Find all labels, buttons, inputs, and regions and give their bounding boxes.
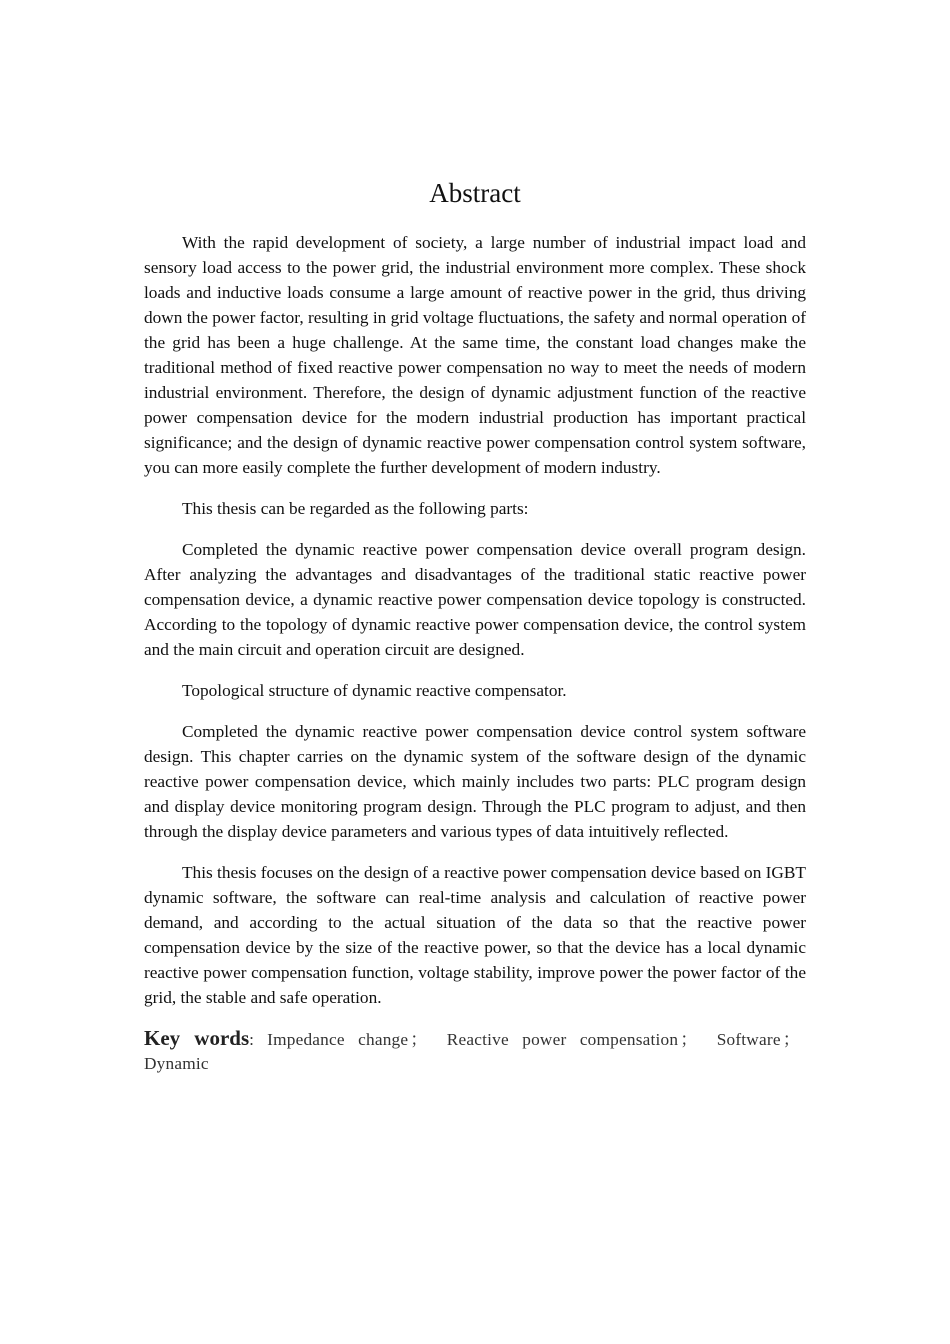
keyword-item: Impedance change	[267, 1030, 409, 1049]
abstract-paragraph-5: Completed the dynamic reactive power compensation device control system software design. This chapter carries on the dynamic system of the software design of the dynamic reactive power compensation device, which mainly includes two parts: PLC program design and display device monitoring program design. Through the PLC program to adjust, and then through the display device parameters and various types of data intuitively reflected.	[144, 722, 806, 841]
keyword-item: Dynamic	[144, 1054, 209, 1073]
keywords-label: Key words	[144, 1026, 250, 1050]
abstract-paragraph-4: Topological structure of dynamic reactive compensator.	[182, 681, 567, 700]
abstract-paragraph-6: This thesis focuses on the design of a reactive power compensation device based on IGBT dynamic software, the software can real-time analysis and calculation of reactive power demand, and according to the actual situation of the data so that the reactive power compensation device by the size of the reactive power, so that the device has a local dynamic reactive power compensation function, voltage stability, improve power the power factor of the grid, the stable and safe operation.	[144, 863, 806, 1007]
abstract-page	[144, 176, 806, 1076]
keyword-separator: ；	[680, 1030, 698, 1049]
keyword-item: Reactive power compensation	[446, 1030, 679, 1049]
keyword-item: Software	[716, 1030, 781, 1049]
abstract-paragraph-3: Completed the dynamic reactive power compensation device overall program design. After analyzing the advantages and disadvantages of the traditional static reactive power compensation device, a dynamic reactive power compensation device topology is constructed. According to the topology of dynamic reactive power compensation device, the control system and the main circuit and operation circuit are designed.	[144, 540, 806, 659]
keywords-colon: :	[249, 1030, 254, 1049]
keyword-separator: ；	[782, 1030, 800, 1049]
keyword-separator: ；	[410, 1030, 428, 1049]
keywords-line	[144, 1026, 806, 1076]
abstract-paragraph-2: This thesis can be regarded as the following parts:	[182, 499, 529, 518]
page-title: Abstract	[429, 178, 521, 208]
abstract-paragraph-1: With the rapid development of society, a large number of industrial impact load and sensory load access to the power grid, the industrial environment more complex. These shock loads and inductive loads consume a large amount of reactive power in the grid, thus driving down the power factor, resulting in grid voltage fluctuations, the safety and normal operation of the grid has been a huge challenge. At the same time, the constant load changes make the traditional method of fixed reactive power compensation no way to meet the needs of modern industrial environment. Therefore, the design of dynamic adjustment function of the reactive power compensation device for the modern industrial production has important practical significance; and the design of dynamic reactive power compensation control system software, you can more easily complete the further development of modern industry.	[144, 233, 806, 477]
